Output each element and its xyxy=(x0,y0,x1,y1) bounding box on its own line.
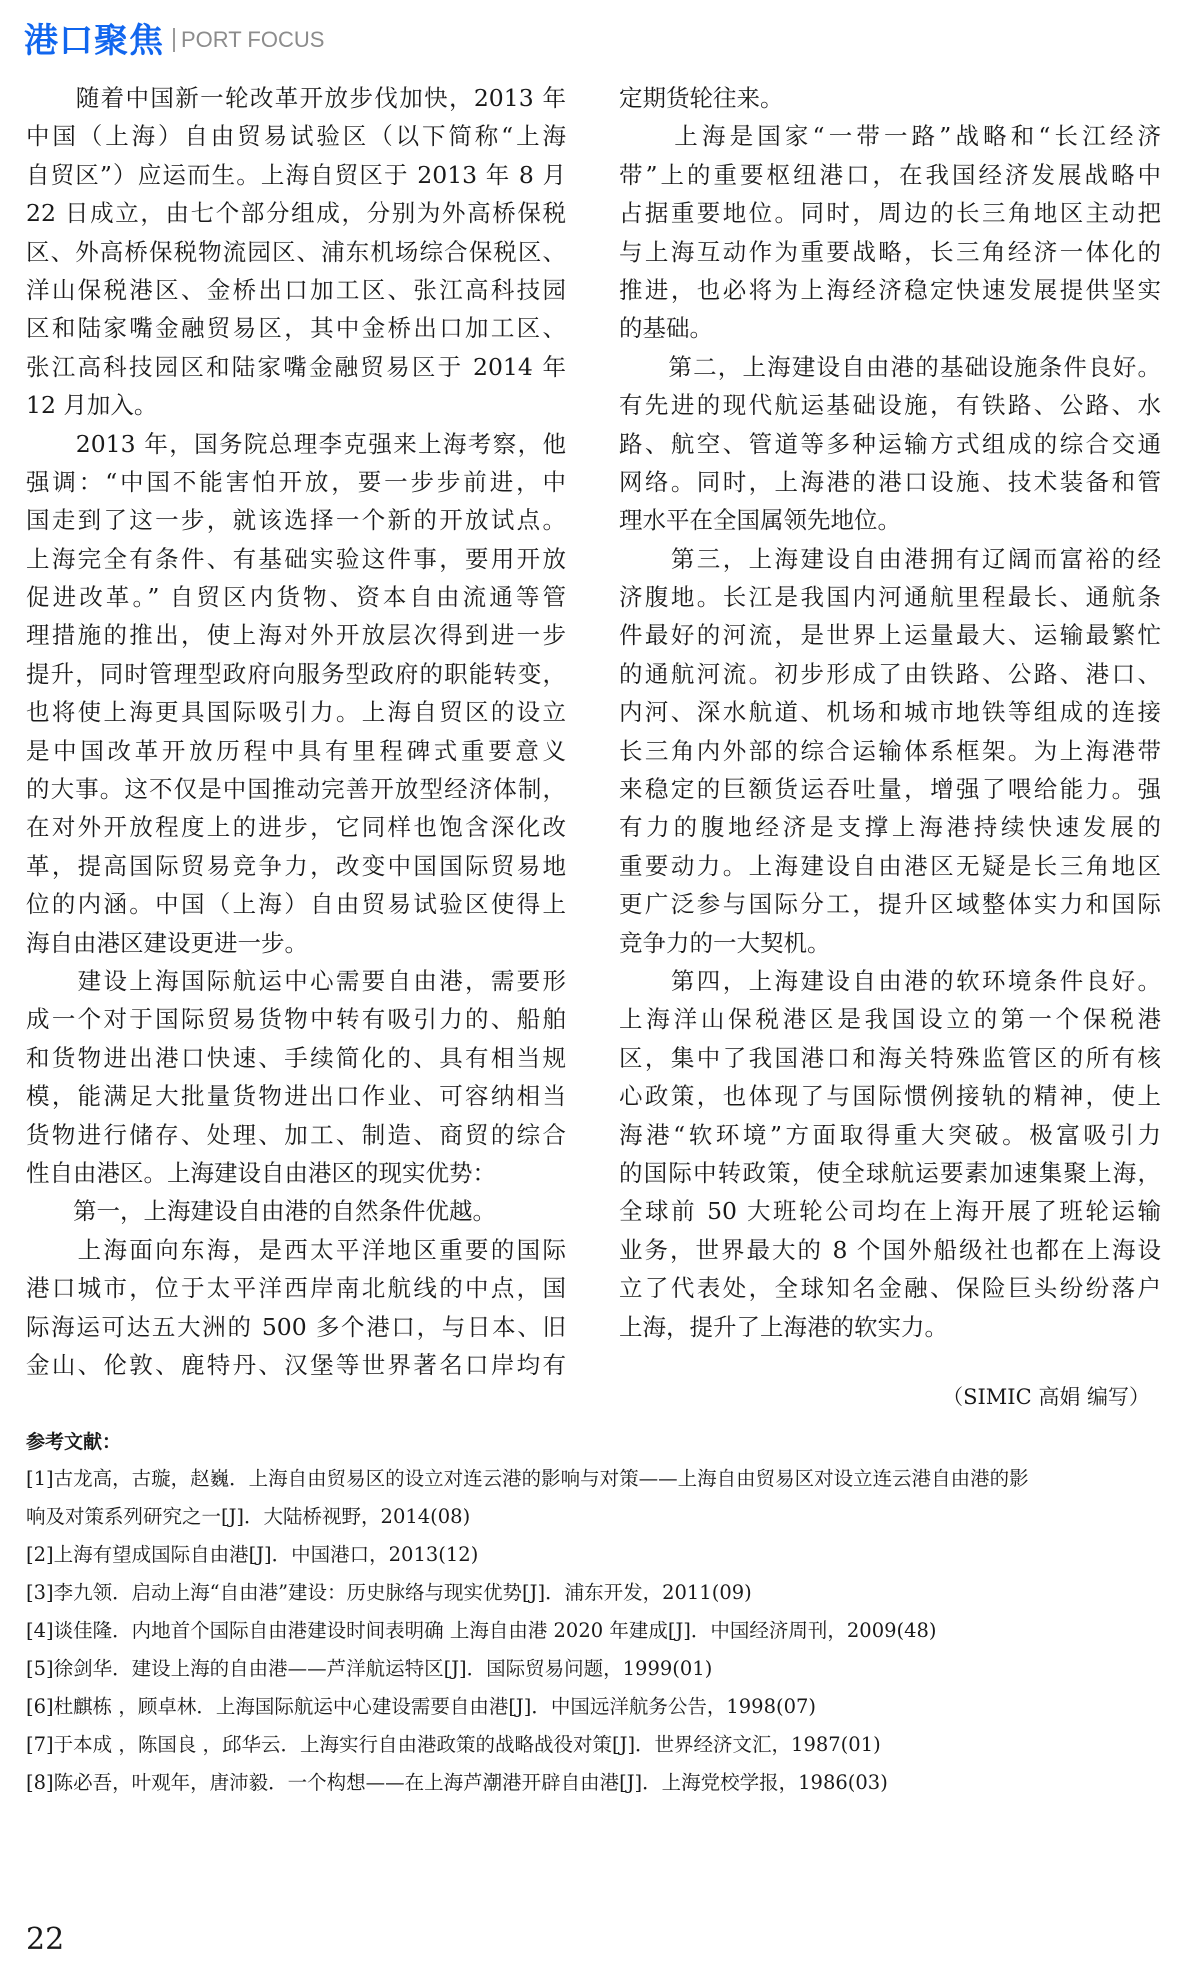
reference-item: [3]李九领．启动上海“自由港”建设：历史脉络与现实优势[J]．浦东开发，2011(09) xyxy=(26,1581,752,1604)
text-line: 提升，同时管理型政府向服务型政府的职能转变， xyxy=(26,659,566,688)
text-line: 强调：“中国不能害怕开放，要一步步前进，中 xyxy=(26,467,566,496)
reference-item: [4]谈佳隆．内地首个国际自由港建设时间表明确 上海自由港 2020 年建成[J]．中国经济周刊，2009(48) xyxy=(26,1619,937,1642)
text-line: 上海，提升了上海港的软实力。 xyxy=(619,1312,948,1341)
reference-item: [6]杜麒栋 ，顾卓林．上海国际航运中心建设需要自由港[J]．中国远洋航务公告，1998(07) xyxy=(26,1695,817,1718)
reference-item: [5]徐剑华．建设上海的自由港——芦洋航运特区[J]．国际贸易问题，1999(01) xyxy=(26,1657,713,1680)
text-line: 的通航河流。初步形成了由铁路、公路、港口、 xyxy=(619,659,1161,688)
text-line: 也将使上海更具国际吸引力。上海自贸区的设立 xyxy=(26,698,566,727)
text-line: 和货物进出港口快速、手续简化的、具有相当规 xyxy=(26,1043,566,1072)
text-line: 金山、伦敦、鹿特丹、汉堡等世界著名口岸均有 xyxy=(26,1350,566,1379)
text-line: 有力的腹地经济是支撑上海港持续快速发展的 xyxy=(619,813,1161,842)
text-line: 占据重要地位。同时，周边的长三角地区主动把 xyxy=(619,199,1161,228)
text-line: 位的内涵。中国（上海）自由贸易试验区使得上 xyxy=(26,890,566,919)
section-header xyxy=(24,12,324,62)
reference-item: [8]陈必吾，叶观年，唐沛毅．一个构想——在上海芦潮港开辟自由港[J]．上海党校学报，1986(03) xyxy=(26,1771,888,1794)
text-line: 2013 年，国务院总理李克强来上海考察，他 xyxy=(26,429,566,458)
text-line: 全球前 50 大班轮公司均在上海开展了班轮运输 xyxy=(619,1197,1161,1226)
header-divider xyxy=(173,28,175,52)
text-line: 内河、深水航道、机场和城市地铁等组成的连接 xyxy=(619,698,1161,727)
reference-item: [2]上海有望成国际自由港[J]．中国港口，2013(12) xyxy=(26,1543,479,1566)
text-line: 网络。同时，上海港的港口设施、技术装备和管 xyxy=(619,467,1161,496)
text-line: 随着中国新一轮改革开放步伐加快，2013 年 xyxy=(26,84,566,112)
text-line: 的大事。这不仅是中国推动完善开放型经济体制， xyxy=(26,775,566,804)
section-title: 港口聚焦 xyxy=(24,20,164,61)
text-line: 第三，上海建设自由港拥有辽阔而富裕的经 xyxy=(619,544,1161,573)
text-line: 第一，上海建设自由港的自然条件优越。 xyxy=(26,1197,496,1226)
text-line: 路、航空、管道等多种运输方式组成的综合交通 xyxy=(619,429,1161,458)
text-line: 心政策，也体现了与国际惯例接轨的精神，使上 xyxy=(619,1082,1161,1111)
text-line: 上海完全有条件、有基础实验这件事，要用开放 xyxy=(26,544,566,573)
text-line: 的基础。 xyxy=(619,314,713,343)
reference-item: [7]于本成 ，陈国良 ，邱华云．上海实行自由港政策的战略战役对策[J]．世界经济文汇，1987(01) xyxy=(26,1733,881,1756)
text-line: 是中国改革开放历程中具有里程碑式重要意义 xyxy=(26,736,566,765)
reference-item: 响及对策系列研究之一[J]．大陆桥视野，2014(08) xyxy=(26,1505,471,1528)
article-left-column xyxy=(26,79,566,1384)
text-line: 性自由港区。上海建设自由港区的现实优势： xyxy=(26,1158,496,1187)
text-line: 促进改革。” 自贸区内货物、资本自由流通等管 xyxy=(26,583,566,612)
article-right-column xyxy=(619,79,1161,1346)
text-line: 国走到了这一步，就该选择一个新的开放试点。 xyxy=(26,506,566,535)
text-line: 际海运可达五大洲的 500 多个港口，与日本、旧 xyxy=(26,1312,566,1341)
text-line: 理水平在全国属领先地位。 xyxy=(619,506,901,535)
text-line: 海港“软环境”方面取得重大突破。极富吸引力 xyxy=(619,1120,1161,1149)
text-line: 张江高科技园区和陆家嘴金融贸易区于 2014 年 xyxy=(26,352,566,381)
references-title: 参考文献： xyxy=(26,1431,122,1453)
text-line: 推进，也必将为上海经济稳定快速发展提供坚实 xyxy=(619,275,1161,304)
references-section xyxy=(26,1424,1166,1802)
text-line: 建设上海国际航运中心需要自由港，需要形 xyxy=(26,966,566,995)
text-line: 与上海互动作为重要战略，长三角经济一体化的 xyxy=(619,237,1161,266)
text-line: 12 月加入。 xyxy=(26,391,158,420)
text-line: 更广泛参与国际分工，提升区域整体实力和国际 xyxy=(619,890,1161,919)
text-line: 第四，上海建设自由港的软环境条件良好。 xyxy=(619,966,1161,995)
text-line: 的国际中转政策，使全球航运要素加速集聚上海， xyxy=(619,1158,1161,1187)
references-list xyxy=(26,1460,1166,1802)
text-line: 货物进行储存、处理、加工、制造、商贸的综合 xyxy=(26,1120,566,1149)
text-line: 在对外开放程度上的进步，它同样也饱含深化改 xyxy=(26,813,566,842)
text-line: 上海洋山保税港区是我国设立的第一个保税港 xyxy=(619,1005,1161,1034)
text-line: 22 日成立，由七个部分组成，分别为外高桥保税 xyxy=(26,199,566,228)
text-line: 区和陆家嘴金融贸易区，其中金桥出口加工区、 xyxy=(26,314,566,343)
text-line: 革，提高国际贸易竞争力，改变中国国际贸易地 xyxy=(26,851,566,880)
page-number: 22 xyxy=(26,1922,65,1957)
reference-item: [1]古龙高，古璇，赵巍．上海自由贸易区的设立对连云港的影响与对策——上海自由贸易区对设立连云港自由港的影 xyxy=(26,1467,1029,1490)
text-line: 定期货轮往来。 xyxy=(619,84,784,112)
section-subtitle: PORT FOCUS xyxy=(181,27,325,52)
text-line: 竞争力的一大契机。 xyxy=(619,928,831,957)
text-line: 立了代表处，全球知名金融、保险巨头纷纷落户 xyxy=(619,1274,1161,1303)
text-line: 上海是国家“一带一路”战略和“长江经济 xyxy=(619,122,1161,151)
text-line: 带”上的重要枢纽港口，在我国经济发展战略中 xyxy=(619,160,1161,189)
text-line: 自贸区”）应运而生。上海自贸区于 2013 年 8 月 xyxy=(26,160,566,189)
text-line: 长三角内外部的综合运输体系框架。为上海港带 xyxy=(619,736,1161,765)
text-line: 件最好的河流，是世界上运量最大、运输最繁忙 xyxy=(619,621,1161,650)
text-line: 来稳定的巨额货运吞吐量，增强了喂给能力。强 xyxy=(619,775,1161,804)
text-line: 济腹地。长江是我国内河通航里程最长、通航条 xyxy=(619,583,1161,612)
text-line: 有先进的现代航运基础设施，有铁路、公路、水 xyxy=(619,391,1161,420)
text-line: 成一个对于国际贸易货物中转有吸引力的、船舶 xyxy=(26,1005,566,1034)
text-line: 港口城市，位于太平洋西岸南北航线的中点，国 xyxy=(26,1274,566,1303)
text-line: 重要动力。上海建设自由港区无疑是长三角地区 xyxy=(619,851,1161,880)
text-line: 区、外高桥保税物流园区、浦东机场综合保税区、 xyxy=(26,237,566,266)
text-line: 中国（上海）自由贸易试验区（以下简称“上海 xyxy=(26,122,566,151)
text-line: 第二，上海建设自由港的基础设施条件良好。 xyxy=(619,352,1161,381)
text-line: 海自由港区建设更进一步。 xyxy=(26,928,308,957)
text-line: 区，集中了我国港口和海关特殊监管区的所有核 xyxy=(619,1043,1161,1072)
text-line: 理措施的推出，使上海对外开放层次得到进一步 xyxy=(26,621,566,650)
author-credit: （SIMIC 高娟 编写） xyxy=(942,1385,1150,1409)
text-line: 业务，世界最大的 8 个国外船级社也都在上海设 xyxy=(619,1235,1161,1264)
text-line: 模，能满足大批量货物进出口作业、可容纳相当 xyxy=(26,1082,566,1111)
text-line: 洋山保税港区、金桥出口加工区、张江高科技园 xyxy=(26,275,566,304)
text-line: 上海面向东海，是西太平洋地区重要的国际 xyxy=(26,1235,566,1264)
